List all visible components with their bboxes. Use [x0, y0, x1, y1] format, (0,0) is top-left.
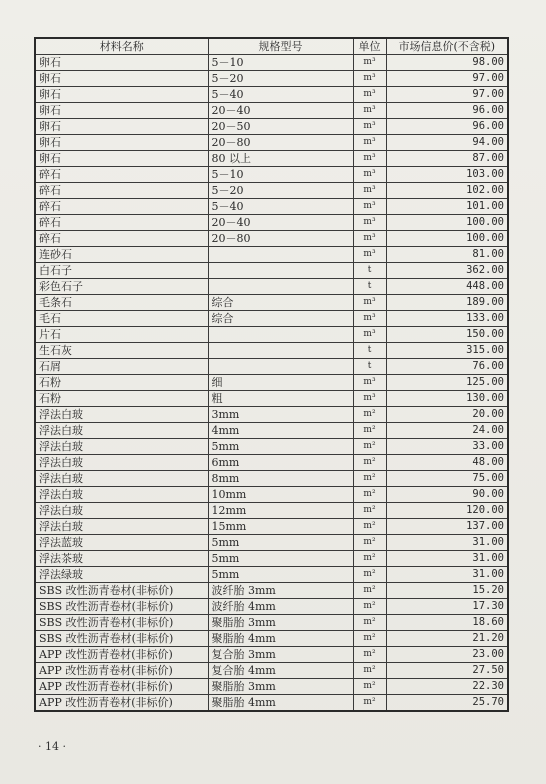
- cell-spec-model: [208, 327, 353, 343]
- cell-spec-model: [208, 247, 353, 263]
- cell-material-name: APP 改性沥青卷材(非标价): [35, 647, 208, 663]
- table-row: [35, 407, 508, 423]
- cell-material-name: 毛石: [35, 311, 208, 327]
- table-row: [35, 391, 508, 407]
- cell-material-name: 碎石: [35, 183, 208, 199]
- table-header-row: [35, 38, 508, 55]
- cell-market-price: 21.20: [386, 631, 508, 647]
- cell-market-price: 137.00: [386, 519, 508, 535]
- table-row: [35, 215, 508, 231]
- cell-spec-model: 聚脂胎 3mm: [208, 679, 353, 695]
- cell-unit: m²: [353, 647, 386, 663]
- cell-material-name: 浮法白玻: [35, 471, 208, 487]
- cell-material-name: SBS 改性沥青卷材(非标价): [35, 615, 208, 631]
- table-row: [35, 471, 508, 487]
- cell-material-name: 卵石: [35, 135, 208, 151]
- cell-spec-model: [208, 343, 353, 359]
- cell-material-name: 石粉: [35, 375, 208, 391]
- cell-unit: m³: [353, 167, 386, 183]
- cell-market-price: 22.30: [386, 679, 508, 695]
- cell-material-name: 片石: [35, 327, 208, 343]
- table-row: [35, 567, 508, 583]
- table-row: [35, 647, 508, 663]
- cell-unit: m³: [353, 311, 386, 327]
- cell-unit: m³: [353, 151, 386, 167]
- cell-unit: m²: [353, 423, 386, 439]
- cell-material-name: 连砂石: [35, 247, 208, 263]
- cell-spec-model: 5－40: [208, 199, 353, 215]
- cell-market-price: 362.00: [386, 263, 508, 279]
- cell-market-price: 25.70: [386, 695, 508, 712]
- cell-spec-model: 8mm: [208, 471, 353, 487]
- cell-spec-model: 复合胎 4mm: [208, 663, 353, 679]
- table-row: [35, 359, 508, 375]
- cell-spec-model: 20－80: [208, 135, 353, 151]
- cell-market-price: 150.00: [386, 327, 508, 343]
- cell-unit: m³: [353, 103, 386, 119]
- cell-material-name: 卵石: [35, 151, 208, 167]
- cell-unit: m³: [353, 295, 386, 311]
- cell-unit: m²: [353, 503, 386, 519]
- cell-spec-model: 细: [208, 375, 353, 391]
- table-row: [35, 87, 508, 103]
- cell-market-price: 100.00: [386, 215, 508, 231]
- cell-market-price: 90.00: [386, 487, 508, 503]
- table-row: [35, 343, 508, 359]
- cell-unit: m³: [353, 231, 386, 247]
- cell-unit: m²: [353, 695, 386, 712]
- table-row: [35, 695, 508, 712]
- cell-unit: m²: [353, 487, 386, 503]
- header-unit: 单位: [353, 38, 386, 55]
- cell-spec-model: 15mm: [208, 519, 353, 535]
- cell-material-name: 石粉: [35, 391, 208, 407]
- cell-spec-model: 复合胎 3mm: [208, 647, 353, 663]
- table-row: [35, 551, 508, 567]
- cell-market-price: 96.00: [386, 103, 508, 119]
- cell-market-price: 75.00: [386, 471, 508, 487]
- cell-market-price: 100.00: [386, 231, 508, 247]
- cell-spec-model: 5－10: [208, 167, 353, 183]
- cell-market-price: 76.00: [386, 359, 508, 375]
- cell-material-name: SBS 改性沥青卷材(非标价): [35, 583, 208, 599]
- cell-spec-model: 5mm: [208, 551, 353, 567]
- cell-material-name: 卵石: [35, 87, 208, 103]
- table-row: [35, 583, 508, 599]
- cell-unit: m²: [353, 407, 386, 423]
- cell-unit: m²: [353, 615, 386, 631]
- cell-market-price: 96.00: [386, 119, 508, 135]
- cell-material-name: 浮法白玻: [35, 487, 208, 503]
- cell-spec-model: 综合: [208, 295, 353, 311]
- table-row: [35, 423, 508, 439]
- cell-material-name: 卵石: [35, 103, 208, 119]
- cell-market-price: 98.00: [386, 55, 508, 71]
- cell-unit: m²: [353, 583, 386, 599]
- cell-spec-model: 5mm: [208, 439, 353, 455]
- cell-unit: m²: [353, 599, 386, 615]
- cell-market-price: 133.00: [386, 311, 508, 327]
- table-row: [35, 487, 508, 503]
- cell-spec-model: 4mm: [208, 423, 353, 439]
- table-body: [35, 55, 508, 712]
- cell-material-name: 浮法茶玻: [35, 551, 208, 567]
- cell-market-price: 94.00: [386, 135, 508, 151]
- header-market-price: 市场信息价(不含税): [386, 38, 508, 55]
- cell-market-price: 97.00: [386, 87, 508, 103]
- cell-material-name: 碎石: [35, 231, 208, 247]
- table-row: [35, 55, 508, 71]
- cell-market-price: 27.50: [386, 663, 508, 679]
- header-material-name: 材料名称: [35, 38, 208, 55]
- cell-unit: m³: [353, 135, 386, 151]
- cell-material-name: 浮法白玻: [35, 439, 208, 455]
- cell-unit: m²: [353, 551, 386, 567]
- cell-spec-model: 20－40: [208, 103, 353, 119]
- cell-market-price: 87.00: [386, 151, 508, 167]
- cell-unit: m³: [353, 215, 386, 231]
- cell-market-price: 31.00: [386, 567, 508, 583]
- cell-spec-model: 20－50: [208, 119, 353, 135]
- cell-material-name: SBS 改性沥青卷材(非标价): [35, 599, 208, 615]
- cell-material-name: 碎石: [35, 199, 208, 215]
- cell-spec-model: 80 以上: [208, 151, 353, 167]
- cell-unit: t: [353, 359, 386, 375]
- cell-unit: t: [353, 343, 386, 359]
- cell-market-price: 20.00: [386, 407, 508, 423]
- cell-market-price: 18.60: [386, 615, 508, 631]
- cell-spec-model: 5－10: [208, 55, 353, 71]
- cell-material-name: 石屑: [35, 359, 208, 375]
- material-price-table: [34, 37, 509, 712]
- table-row: [35, 247, 508, 263]
- table-row: [35, 439, 508, 455]
- cell-unit: m²: [353, 631, 386, 647]
- cell-material-name: 生石灰: [35, 343, 208, 359]
- table-row: [35, 615, 508, 631]
- cell-material-name: 浮法白玻: [35, 423, 208, 439]
- cell-spec-model: 5－40: [208, 87, 353, 103]
- header-spec-model: 规格型号: [208, 38, 353, 55]
- cell-material-name: SBS 改性沥青卷材(非标价): [35, 631, 208, 647]
- cell-market-price: 31.00: [386, 551, 508, 567]
- table-row: [35, 327, 508, 343]
- table-row: [35, 663, 508, 679]
- table-row: [35, 311, 508, 327]
- cell-material-name: 卵石: [35, 119, 208, 135]
- cell-unit: m²: [353, 535, 386, 551]
- cell-unit: m²: [353, 567, 386, 583]
- cell-unit: m³: [353, 327, 386, 343]
- cell-spec-model: 10mm: [208, 487, 353, 503]
- cell-spec-model: 6mm: [208, 455, 353, 471]
- cell-unit: m³: [353, 183, 386, 199]
- cell-material-name: 浮法白玻: [35, 503, 208, 519]
- table-row: [35, 119, 508, 135]
- table-row: [35, 631, 508, 647]
- cell-spec-model: [208, 359, 353, 375]
- table-row: [35, 135, 508, 151]
- cell-material-name: 浮法蓝玻: [35, 535, 208, 551]
- cell-spec-model: 5－20: [208, 183, 353, 199]
- cell-market-price: 120.00: [386, 503, 508, 519]
- cell-unit: m³: [353, 391, 386, 407]
- cell-market-price: 24.00: [386, 423, 508, 439]
- cell-spec-model: [208, 279, 353, 295]
- table-row: [35, 231, 508, 247]
- table-row: [35, 71, 508, 87]
- cell-market-price: 101.00: [386, 199, 508, 215]
- cell-material-name: 彩色石子: [35, 279, 208, 295]
- table-row: [35, 199, 508, 215]
- cell-spec-model: 12mm: [208, 503, 353, 519]
- cell-material-name: APP 改性沥青卷材(非标价): [35, 663, 208, 679]
- cell-unit: m³: [353, 87, 386, 103]
- cell-unit: t: [353, 263, 386, 279]
- cell-unit: m²: [353, 455, 386, 471]
- cell-spec-model: 5mm: [208, 535, 353, 551]
- cell-material-name: 卵石: [35, 71, 208, 87]
- cell-market-price: 130.00: [386, 391, 508, 407]
- cell-spec-model: 波纤胎 4mm: [208, 599, 353, 615]
- cell-spec-model: 波纤胎 3mm: [208, 583, 353, 599]
- cell-spec-model: 20－80: [208, 231, 353, 247]
- page-number: · 14 ·: [38, 740, 66, 753]
- table-row: [35, 167, 508, 183]
- cell-market-price: 315.00: [386, 343, 508, 359]
- cell-material-name: 浮法白玻: [35, 455, 208, 471]
- table-row: [35, 503, 508, 519]
- cell-spec-model: 聚脂胎 4mm: [208, 695, 353, 712]
- cell-market-price: 23.00: [386, 647, 508, 663]
- cell-unit: m³: [353, 199, 386, 215]
- cell-material-name: 碎石: [35, 167, 208, 183]
- table-row: [35, 103, 508, 119]
- cell-spec-model: 5－20: [208, 71, 353, 87]
- cell-spec-model: 聚脂胎 3mm: [208, 615, 353, 631]
- cell-material-name: APP 改性沥青卷材(非标价): [35, 695, 208, 712]
- table-row: [35, 183, 508, 199]
- table-row: [35, 519, 508, 535]
- cell-spec-model: [208, 263, 353, 279]
- table-row: [35, 599, 508, 615]
- cell-market-price: 81.00: [386, 247, 508, 263]
- cell-spec-model: 3mm: [208, 407, 353, 423]
- table-row: [35, 375, 508, 391]
- cell-spec-model: 聚脂胎 4mm: [208, 631, 353, 647]
- cell-material-name: 毛条石: [35, 295, 208, 311]
- cell-market-price: 17.30: [386, 599, 508, 615]
- cell-material-name: APP 改性沥青卷材(非标价): [35, 679, 208, 695]
- cell-material-name: 碎石: [35, 215, 208, 231]
- table-row: [35, 295, 508, 311]
- cell-unit: m²: [353, 471, 386, 487]
- cell-market-price: 103.00: [386, 167, 508, 183]
- cell-market-price: 102.00: [386, 183, 508, 199]
- cell-material-name: 卵石: [35, 55, 208, 71]
- cell-market-price: 48.00: [386, 455, 508, 471]
- cell-market-price: 125.00: [386, 375, 508, 391]
- cell-market-price: 97.00: [386, 71, 508, 87]
- table-row: [35, 151, 508, 167]
- cell-unit: m³: [353, 55, 386, 71]
- cell-unit: m³: [353, 71, 386, 87]
- table-row: [35, 455, 508, 471]
- cell-spec-model: 综合: [208, 311, 353, 327]
- cell-spec-model: 粗: [208, 391, 353, 407]
- cell-unit: m³: [353, 375, 386, 391]
- cell-market-price: 189.00: [386, 295, 508, 311]
- cell-spec-model: 20－40: [208, 215, 353, 231]
- cell-market-price: 448.00: [386, 279, 508, 295]
- cell-material-name: 浮法白玻: [35, 519, 208, 535]
- table-row: [35, 263, 508, 279]
- cell-unit: m³: [353, 247, 386, 263]
- cell-market-price: 31.00: [386, 535, 508, 551]
- table-row: [35, 279, 508, 295]
- table-row: [35, 679, 508, 695]
- cell-material-name: 浮法绿玻: [35, 567, 208, 583]
- cell-unit: m²: [353, 439, 386, 455]
- cell-material-name: 浮法白玻: [35, 407, 208, 423]
- table-row: [35, 535, 508, 551]
- cell-unit: m²: [353, 663, 386, 679]
- cell-unit: m³: [353, 119, 386, 135]
- cell-market-price: 33.00: [386, 439, 508, 455]
- cell-spec-model: 5mm: [208, 567, 353, 583]
- cell-unit: m²: [353, 519, 386, 535]
- cell-unit: t: [353, 279, 386, 295]
- cell-unit: m²: [353, 679, 386, 695]
- cell-material-name: 白石子: [35, 263, 208, 279]
- cell-market-price: 15.20: [386, 583, 508, 599]
